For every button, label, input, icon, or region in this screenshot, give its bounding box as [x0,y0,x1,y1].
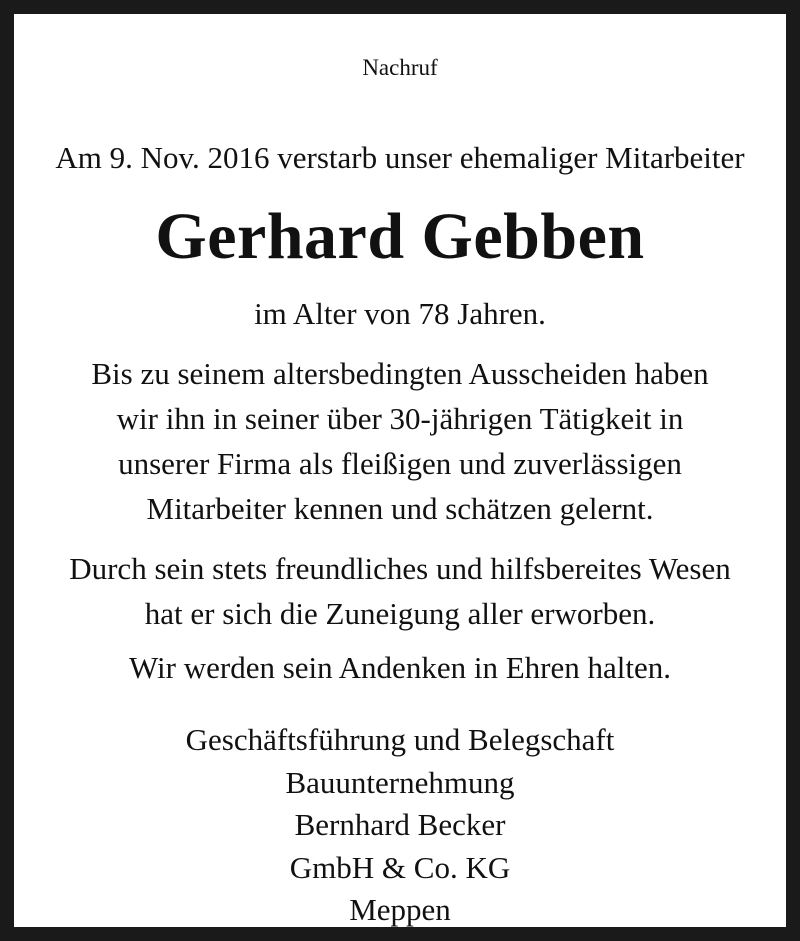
tribute-paragraph-1 [14,351,786,531]
tribute-line: Wir werden sein Andenken in Ehren halten. [129,650,671,685]
notice-intro: Am 9. Nov. 2016 verstarb unser ehemaliger Mitarbeiter [55,140,745,175]
tribute-line: unserer Firma als fleißigen und zuverlässigen [118,446,682,481]
deceased-age: im Alter von 78 Jahren. [254,296,546,331]
tribute-line: Mitarbeiter kennen und schätzen gelernt. [146,491,654,526]
tribute-paragraph-2 [14,546,786,636]
tribute-line: hat er sich die Zuneigung aller erworben. [144,596,656,631]
notice-heading: Nachruf [362,55,438,80]
deceased-name: Gerhard Gebben [155,200,645,273]
tribute-paragraph-3 [14,645,786,690]
tribute-line: wir ihn in seiner über 30-jährigen Tätigkeit in [116,401,684,436]
signature-line: GmbH & Co. KG [289,849,511,885]
signature-line: Geschäftsführung und Belegschaft [185,722,615,757]
tribute-line: Bis zu seinem altersbedingten Ausscheiden haben [91,356,709,391]
tribute-line: Durch sein stets freundliches und hilfsbereites Wesen [69,551,731,586]
signature-block [14,719,786,932]
signature-line: Bernhard Becker [294,807,506,842]
signature-line: Meppen [349,892,451,927]
signature-line: Bauunternehmung [285,764,515,800]
